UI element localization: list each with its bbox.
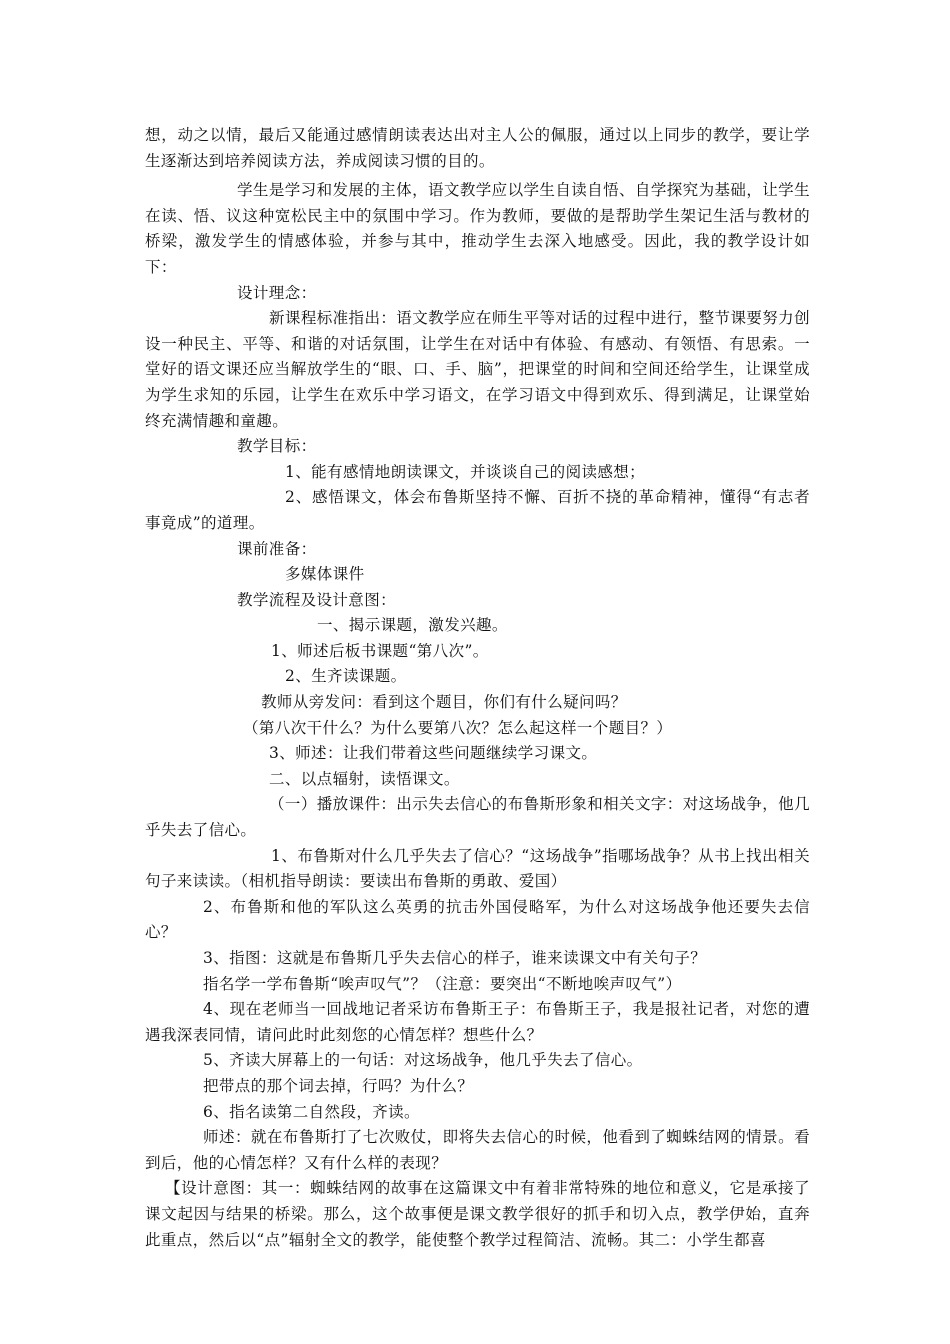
section-heading: 教学目标： [237, 437, 317, 456]
paragraph: 想，动之以情，最后又能通过感情朗读表达出对主人公的佩服，通过以上同步的教学，要让学生逐渐达到培养阅读方法，养成阅读习惯的目的。 [145, 126, 810, 170]
section-heading: 二、以点辐射，读悟课文。 [269, 769, 460, 788]
section-heading: 一、揭示课题，激发兴趣。 [317, 616, 508, 635]
list-item: 3、指图：这就是布鲁斯几乎失去信心的样子，谁来读课文中有关句子？ [203, 949, 707, 967]
section-heading: 设计理念： [237, 283, 317, 302]
design-intent-paragraph: 【设计意图：其一：蜘蛛结网的故事在这篇课文中有着非常特殊的地位和意义，它是承接了课文起因与结果的桥梁。那么，这个故事便是课文教学很好的抓手和切入点，教学伊始，直奔此重点，然后以“点”辐射全文的教学，能使整个教学过程简洁、流畅。其二：小学生都喜 [145, 1179, 810, 1249]
list-item: 2、生齐读课题。 [285, 667, 407, 686]
paragraph: 多媒体课件 [285, 565, 365, 584]
paragraph: （第八次干什么？为什么要第八次？怎么起这样一个题目？） [243, 718, 673, 737]
paragraph: 新课程标准指出：语文教学应在师生平等对话的过程中进行，整节课要努力创设一种民主、平等、和谐的对话氛围，让学生在对话中有体验、有感动、有领悟、有思索。一堂好的语文课还应当解放学生的“眼、口、手、脑”，把课堂的时间和空间还给学生，让课堂成为学生求知的乐园，让学生在欢乐中学习语文，在学习语文中得到欢乐、得到满足，让课堂始终充满情趣和童趣。 [145, 309, 810, 430]
paragraph: 师述：就在布鲁斯打了七次败仗，即将失去信心的时候，他看到了蜘蛛结网的情景。看到后，他的心情怎样？又有什么样的表现？ [145, 1128, 810, 1172]
paragraph: 指名学一学布鲁斯“唉声叹气”？（注意：要突出“不断地唉声叹气”） [203, 974, 682, 993]
paragraph: 教师从旁发问：看到这个题目，你们有什么疑问吗？ [261, 693, 627, 712]
list-item: 3、师述：让我们带着这些问题继续学习课文。 [269, 744, 598, 763]
list-item: 1、师述后板书课题“第八次”。 [271, 641, 489, 660]
paragraph: 把带点的那个词去掉，行吗？为什么？ [203, 1076, 474, 1095]
list-item: 1、布鲁斯对什么几乎失去了信心？“这场战争”指哪场战争？从书上找出相关句子来读读。（相机指导朗读：要读出布鲁斯的勇敢、爱国） [145, 846, 810, 891]
list-item: 4、现在老师当一回战地记者采访布鲁斯王子：布鲁斯王子，我是报社记者，对您的遭遇我深表同情，请问此时此刻您的心情怎样？想些什么？ [145, 1000, 810, 1044]
section-heading: 课前准备： [237, 539, 317, 558]
list-item: 2、布鲁斯和他的军队这么英勇的抗击外国侵略军，为什么对这场战争他还要失去信心？ [145, 897, 810, 942]
list-item: 1、能有感情地朗读课文，并谈谈自己的阅读感想； [285, 462, 646, 481]
list-item: 2、感悟课文，体会布鲁斯坚持不懈、百折不挠的革命精神，懂得“有志者事竟成”的道理。 [145, 488, 810, 532]
document-body [145, 123, 810, 1253]
paragraph: （一）播放课件：出示失去信心的布鲁斯形象和相关文字：对这场战争，他几乎失去了信心。 [145, 795, 810, 840]
section-heading: 教学流程及设计意图： [237, 590, 397, 609]
list-item: 5、齐读大屏幕上的一句话：对这场战争，他几乎失去了信心。 [203, 1051, 643, 1070]
paragraph: 学生是学习和发展的主体，语文教学应以学生自读自悟、自学探究为基础，让学生在读、悟、议这种宽松民主中的氛围中学习。作为教师，要做的是帮助学生架记生活与教材的桥梁，激发学生的情感体验，并参与其中，推动学生去深入地感受。因此，我的教学设计如下： [145, 181, 810, 276]
list-item: 6、指名读第二自然段，齐读。 [203, 1102, 420, 1121]
